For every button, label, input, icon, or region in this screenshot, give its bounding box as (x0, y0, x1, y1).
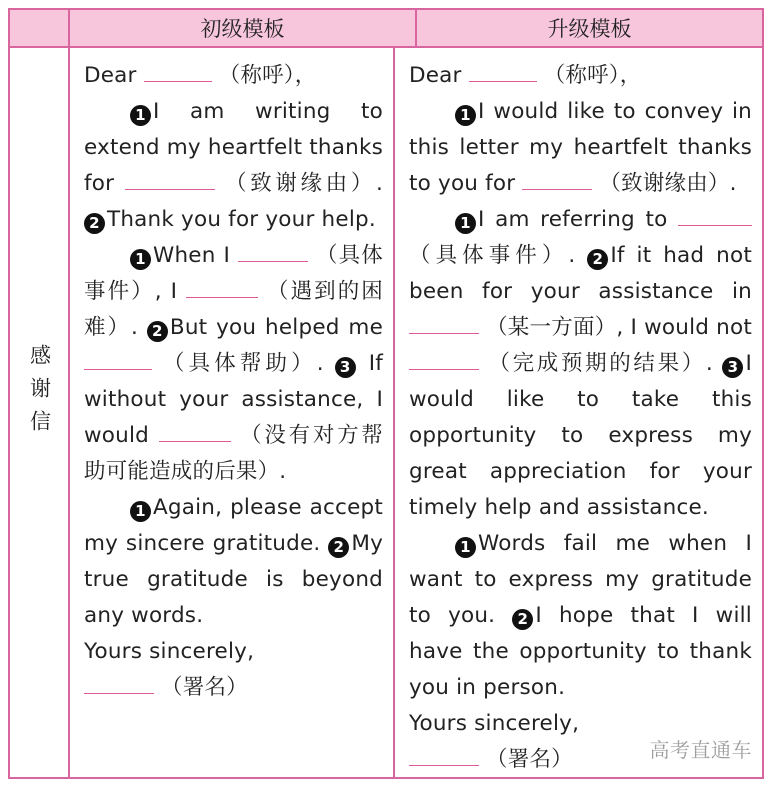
basic-signature (84, 670, 383, 706)
p2-b2-note: （完成预期的结果）. (488, 351, 713, 376)
watermark: 高考直通车 (649, 738, 752, 762)
marker-1-icon: 1 (130, 249, 151, 270)
p2-b2: I would not (630, 315, 752, 340)
p1-text: I am writing to extend my heartfelt thanks for (84, 99, 383, 196)
marker-1-icon: 1 (455, 213, 476, 234)
p1-text: I would like to convey in this letter my heartfelt thanks to you for (409, 99, 752, 196)
blank-line (409, 311, 479, 334)
blank-line (678, 203, 752, 226)
signature-note: （署名） (161, 675, 248, 700)
p1-thanks: Thank you for your help. (107, 207, 376, 232)
advanced-paragraph-1 (409, 94, 752, 202)
marker-1-icon: 1 (130, 105, 151, 126)
advanced-paragraph-2 (409, 202, 752, 526)
p2-d-note: （没有对方帮助可能造成的后果）. (84, 423, 384, 484)
marker-2-icon: 2 (512, 609, 533, 630)
header-advanced: 升级模板 (547, 17, 632, 41)
p2-c: I would like to take this opportunity to express my great appreciation for your timely help and assistance. (409, 351, 752, 520)
blank-line (186, 275, 258, 298)
greeting-text: Dear (84, 63, 137, 88)
header-row (70, 10, 762, 48)
basic-paragraph-1 (84, 94, 383, 238)
p2-d: If without your assistance, I would (84, 351, 383, 448)
basic-closing: Yours sincerely, (84, 639, 255, 664)
template-table (8, 8, 764, 779)
signature-note: （署名） (486, 747, 573, 772)
p3-b: My true gratitude is beyond any words. (84, 531, 383, 628)
marker-2-icon: 2 (328, 537, 349, 558)
blank-line (469, 59, 537, 82)
marker-2-icon: 2 (587, 249, 608, 270)
p2-b-note: （遇到的困难）. (84, 279, 383, 340)
advanced-closing: Yours sincerely, (409, 711, 580, 736)
marker-2-icon: 2 (84, 213, 105, 234)
p2-c: But you helped me (169, 315, 383, 340)
basic-template (70, 48, 395, 777)
advanced-paragraph-3 (409, 526, 752, 706)
marker-1-icon: 1 (455, 537, 476, 558)
advanced-greeting (409, 58, 752, 94)
marker-2-icon: 2 (147, 321, 168, 342)
greeting-text: Dear (409, 63, 462, 88)
basic-paragraph-3 (84, 490, 383, 634)
p1-reason: （致谢缘由）. (225, 171, 383, 196)
basic-paragraph-2 (84, 238, 383, 490)
p1-reason: （致谢缘由）. (599, 171, 737, 196)
greeting-note: （称呼）， (218, 63, 317, 88)
p3-b: I hope that I will have the opportunity to thank you in person. (409, 603, 752, 700)
blank-line (409, 743, 479, 766)
p2-a: I am referring to (478, 207, 668, 232)
p3-a: Again, please accept my sincere gratitude. (84, 495, 383, 556)
p2-a-note: （具体事件）. (409, 243, 576, 268)
advanced-template (395, 48, 762, 777)
p2-b: If it had not been for your assistance in (409, 243, 752, 304)
marker-3-icon: 3 (335, 357, 356, 378)
marker-1-icon: 1 (130, 501, 151, 522)
p2-b-note: （某一方面）, (486, 315, 624, 340)
p2-a-note: （具体事件）, (84, 243, 383, 304)
p2-c-note: （具体帮助）. (162, 351, 324, 376)
marker-3-icon: 3 (722, 357, 743, 378)
category-column (10, 10, 70, 777)
header-basic: 初级模板 (70, 10, 417, 46)
marker-1-icon: 1 (455, 105, 476, 126)
blank-line (125, 167, 215, 190)
blank-line (409, 347, 479, 370)
blank-line (84, 671, 154, 694)
p2-a: When I (153, 243, 231, 268)
blank-line (144, 59, 212, 82)
p2-b: I (170, 279, 178, 304)
basic-greeting (84, 58, 383, 94)
greeting-note: （称呼）， (543, 63, 642, 88)
p3-a: Words fail me when I want to express my gratitude to you. (409, 531, 752, 628)
blank-line (159, 419, 231, 442)
category-label (10, 344, 68, 443)
blank-line (84, 347, 152, 370)
blank-line (238, 239, 308, 262)
category-header-cell (10, 10, 68, 48)
blank-line (522, 167, 592, 190)
category-label-text: 感谢信 (27, 344, 52, 443)
